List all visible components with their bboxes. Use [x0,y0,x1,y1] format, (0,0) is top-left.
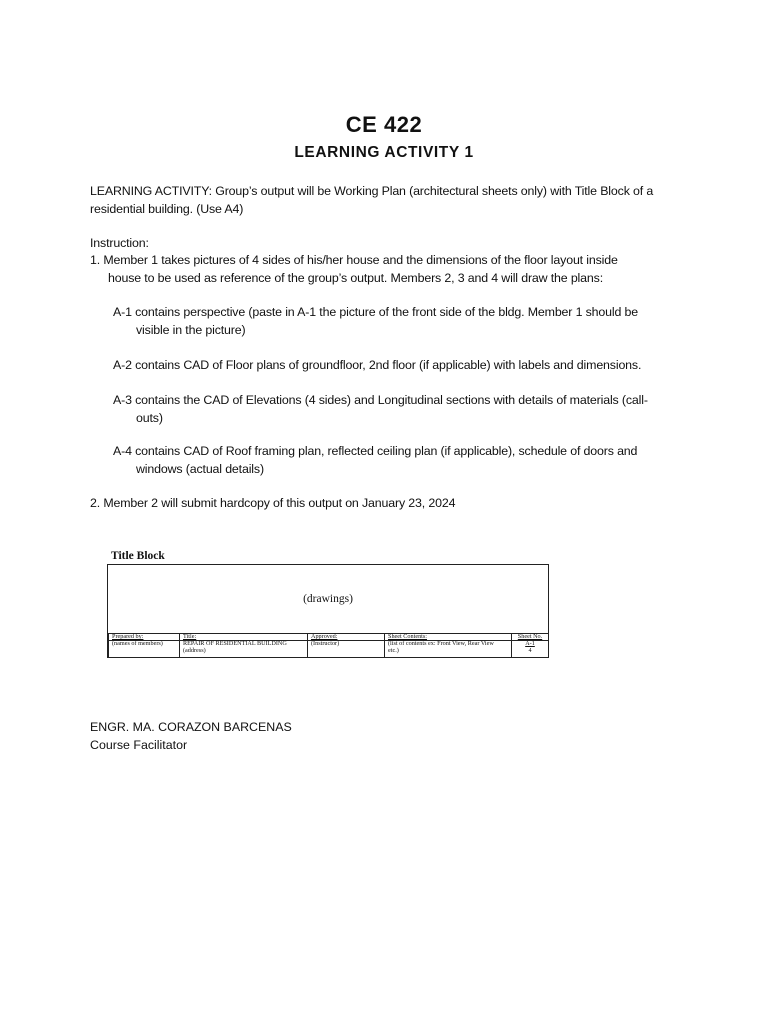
sub-item-a1-line-1: A-1 contains perspective (paste in A-1 the picture of the front side of the bldg. Member 1 should be [113,305,638,319]
title-block-value-sheet-no [512,641,548,654]
course-code-heading: CE 422 [345,112,423,137]
intro-paragraph: LEARNING ACTIVITY: Group’s output will be Working Plan (architectural sheets only) with Title Block of a residential building. (Use A4) [90,184,654,216]
sub-item-a4-line-2: windows (actual details) [136,461,264,476]
title-block-cell-sheet-no [511,634,548,658]
signatory-role: Course Facilitator [90,738,188,752]
title-block-cell-title [179,634,307,658]
title-block-value-approved: (Instructor) [311,640,340,647]
title-block-grid [108,633,548,658]
title-block-cell-prepared-by [108,634,179,658]
title-block-value-prepared-by: (names of members) [112,640,163,647]
title-block-cell-sheet-contents [384,634,511,658]
title-block-value-title: REPAIR OF RESIDENTIAL BUILDING (address) [183,640,287,654]
sub-item-a3 [113,392,683,427]
title-block-header-prepared-by: Prepared by: [112,633,144,640]
instruction-item-1 [90,252,680,287]
sub-item-a1 [113,304,683,339]
instruction-item-1-line-1: 1. Member 1 takes pictures of 4 sides of his/her house and the dimensions of the floor layout inside [90,253,618,267]
title-block-frame [107,564,549,658]
instruction-item-2: 2. Member 2 will submit hardcopy of this output on January 23, 2024 [90,496,456,510]
title-block-caption: Title Block [111,550,165,562]
activity-title-heading: LEARNING ACTIVITY 1 [294,144,474,161]
instruction-item-1-line-2: house to be used as reference of the group’s output. Members 2, 3 and 4 will draw the plans: [108,270,603,285]
sub-item-a1-line-2: visible in the picture) [136,322,246,337]
title-block-cell-approved [307,634,384,658]
sub-item-a2-line-1: A-2 contains CAD of Floor plans of groundfloor, 2nd floor (if applicable) with labels and dimensions. [113,358,642,372]
title-block-header-title: Title: [183,633,197,640]
title-block-header-approved: Approved: [311,633,338,640]
title-block-sheet-no-value: A-1 [525,640,535,647]
signatory-name: ENGR. MA. CORAZON BARCENAS [90,720,292,734]
title-block-value-sheet-contents: (list of contents ex: Front View, Rear View etc.) [388,640,494,654]
title-block-drawings-label: (drawings) [303,593,353,605]
instruction-label: Instruction: [90,236,149,250]
title-block-header-sheet-contents: Sheet Contents: [388,633,428,640]
sub-item-a2 [113,357,683,375]
title-block-header-sheet-no: Sheet No. [517,633,543,640]
sub-item-a3-line-2: outs) [136,410,163,425]
sub-item-a4 [113,443,683,478]
title-block-sheet-no-total: 4 [528,646,532,654]
sub-item-a3-line-1: A-3 contains the CAD of Elevations (4 sides) and Longitudinal sections with details of materials (call- [113,393,648,407]
sub-item-a4-line-1: A-4 contains CAD of Roof framing plan, reflected ceiling plan (if applicable), schedule of doors and [113,444,638,458]
